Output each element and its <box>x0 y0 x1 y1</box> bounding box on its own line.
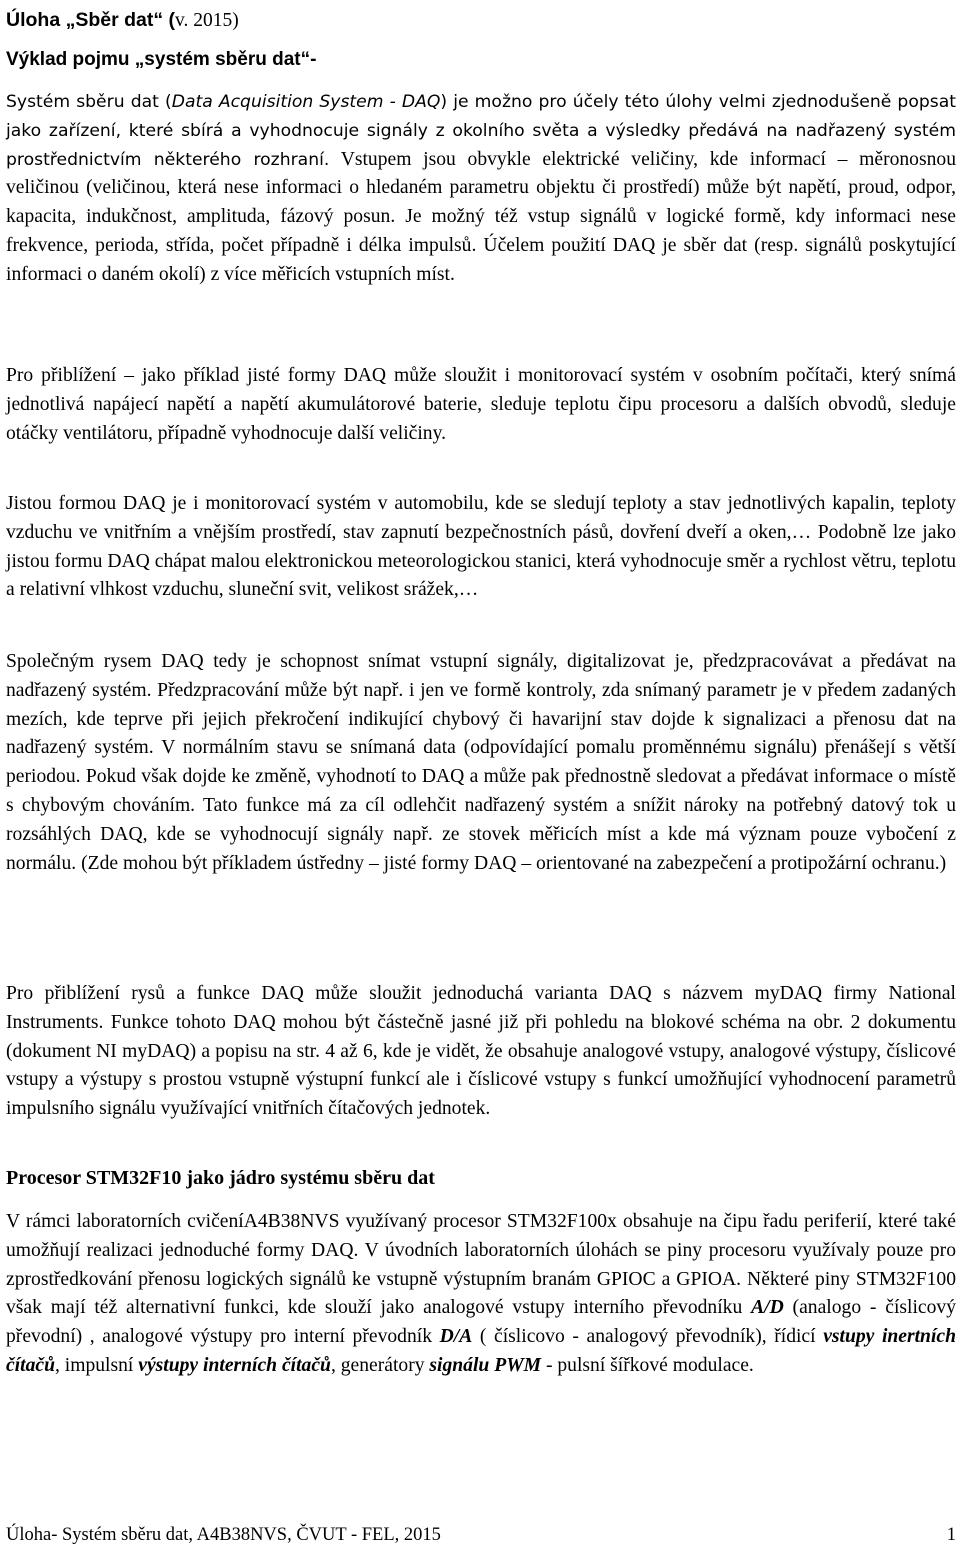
footer-text: Úloha- Systém sběru dat, A4B38NVS, ČVUT - FEL, 2015 <box>6 1525 441 1545</box>
paragraph-common-features: Společným rysem DAQ tedy je schopnost snímat vstupní signály, digitalizovat je, předzpracovávat a předávat na nadřazený systém. Předzpracování může být např. i jen ve formě kontroly, zda snímaný parametr je v předem zadaných mezích, kde teprve při jejich překročení indikující chybový či havarijní stav dojde k signalizaci a přenosu dat na nadřazený systém. V normálním stavu se snímaná data (odpovídající pomalu proměnnému signálu) přenášejí s větší periodou. Pokud však dojde ke změně, vyhodnotí to DAQ a může pak přednostně sledovat a předávat informace o místě s chybovým chováním. Tato funkce má za cíl odlehčit nadřazený systém a snížit nároky na potřebný datový tok u rozsáhlých DAQ, kde se vyhodnocují signály např. ze stovek měřicích míst a kde má význam pouze vybočení z normálu. (Zde mohou být příkladem ústředny – jisté formy DAQ – orientované na zabezpečení a protipožární ochranu.) <box>6 651 956 874</box>
page-footer <box>6 1524 956 1546</box>
paragraph-pc-monitoring: Pro přiblížení – jako příklad jisté formy DAQ může sloužit i monitorovací systém v osobním počítači, který snímá jednotlivá napájecí napětí a napětí akumulátorové baterie, sleduje teplotu čipu procesoru a dalších obvodů, sleduje otáčky ventilátoru, případně vyhodnocuje další veličiny. <box>6 365 956 444</box>
title-year: v. 2015) <box>175 10 239 31</box>
paragraph-stm32: V rámci laboratorních cvičeníA4B38NVS využívaný procesor STM32F100x obsahuje na čipu řadu periferií, které také umožňují realizaci jednoduché formy DAQ. V úvodních laboratorních úlohách se piny procesoru využívaly pouze pro zprostředkování přenosu logických signálů ke vstupně výstupním branám GPIOC a GPIOA. Některé piny STM32F100 však mají též alternativní funkci, kde slouží jako analogové vstupy interního převodníku A/D (analogo - číslicový převodní) , analogové výstupy pro interní převodník D/A ( číslicovo - analogový převodník), řídicí vstupy inertních čítačů, impulsní výstupy interních čítačů, generátory signálu PWM - pulsní šířkové modulace. <box>6 1211 956 1376</box>
title-main: Úloha „Sběr dat“ ( <box>6 9 176 31</box>
paragraph-mydaq: Pro přiblížení rysů a funkce DAQ může sloužit jednoduchá varianta DAQ s názvem myDAQ firmy National Instruments. Funkce tohoto DAQ mohou být částečně jasné již při pohledu na blokové schéma na obr. 2 dokumentu (dokument NI myDAQ) a popisu na str. 4 až 6, kde je vidět, že obsahuje analogové vstupy, analogové výstupy, číslicové vstupy a výstupy s prostou vstupně výstupní funkcí ale i číslicové vstupy s funkcí umožňující vyhodnocení parametrů impulsního signálu využívající vnitřních čítačových jednotek. <box>6 983 956 1120</box>
paragraph-daq-definition: Systém sběru dat (Data Acquisition System - DAQ) je možno pro účely této úlohy velmi zjednodušeně popsat jako zařízení, které sbírá a vyhodnocuje signály z okolního světa a výsledky předává na nadřazený systém prostřednictvím některého rozhraní. Vstupem jsou obvykle elektrické veličiny, kde informací – měronosnou veličinou (veličinou, která nese informaci o hledaném parametru objektu či prostředí) může být napětí, proud, odpor, kapacita, indukčnost, amplituda, fázový posun. Je možný též vstup signálů v logické formě, kdy informaci nese frekvence, perioda, střída, počet případně i délka impulsů. Účelem použití DAQ je sběr dat (resp. signálů poskytující informaci o daném okolí) z více měřicích vstupních míst. <box>6 92 956 285</box>
section-heading-stm32: Procesor STM32F10 jako jádro systému sběru dat <box>6 1167 435 1189</box>
section-heading-daq-definition: Výklad pojmu „systém sběru dat“- <box>6 49 317 70</box>
document-title <box>6 6 239 35</box>
page-number: 1 <box>946 1525 956 1545</box>
paragraph-automotive: Jistou formou DAQ je i monitorovací systém v automobilu, kde se sledují teploty a stav jednotlivých kapalin, teploty vzduchu ve vnitřním a vnějším prostředí, stav zapnutí bezpečnostních pásů, dovření dveří a oken,… Podobně lze jako jistou formu DAQ chápat malou elektronickou meteorologickou stanici, která vyhodnocuje směr a rychlost větru, teplotu a relativní vlhkost vzduchu, sluneční svit, velikost srážek,… <box>6 493 956 601</box>
